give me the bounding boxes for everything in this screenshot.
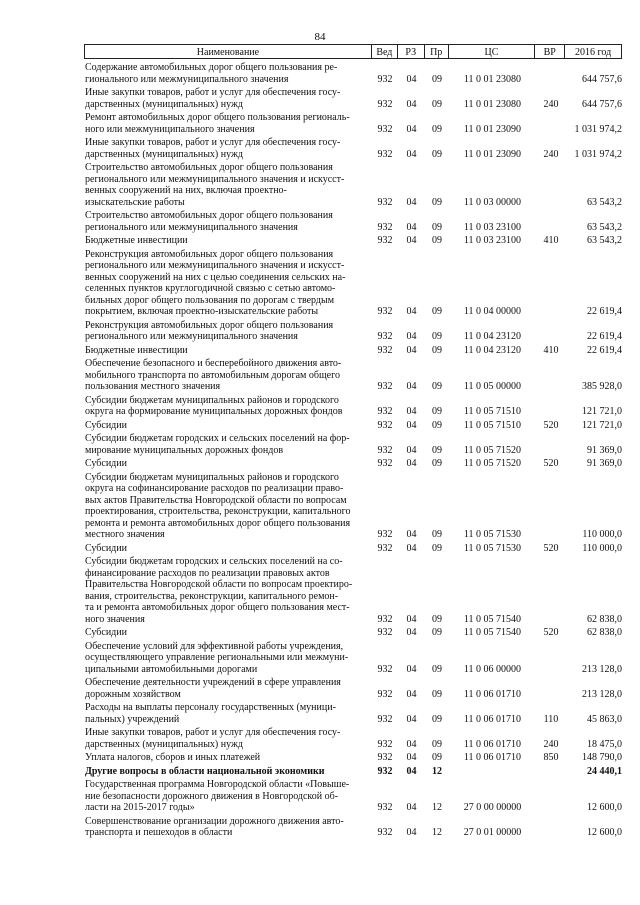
cell-name	[84, 727, 372, 750]
cell-name	[84, 358, 372, 393]
cell-rz: 04	[406, 98, 417, 110]
table-row	[84, 472, 622, 541]
cell-vr: 240	[543, 98, 559, 110]
cell-cs: 11 0 05 71510	[463, 406, 522, 417]
cell-pr: 09	[432, 627, 442, 638]
cell-cs: 11 0 05 00000	[463, 381, 522, 392]
table-row	[84, 62, 622, 85]
cell-cs: 27 0 00 00000	[463, 802, 522, 813]
cell-name	[84, 779, 372, 814]
cell-rz: 04	[406, 306, 417, 317]
name-line: Строительство автомобильных дорог общего пользования	[85, 210, 333, 221]
name-line: ного или межмуниципального значения	[85, 123, 255, 135]
cell-rz: 04	[406, 419, 417, 431]
name-line: Субсидии	[85, 458, 127, 469]
name-line: Реконструкция автомобильных дорог общего пользования	[85, 248, 334, 260]
name-line: регионального или межмуниципального значения	[85, 331, 298, 342]
cell-name	[84, 112, 372, 135]
cell-cs: 11 0 03 00000	[463, 196, 522, 208]
table-row	[84, 556, 622, 625]
name-line: Уплата налогов, сборов и иных платежей	[85, 752, 261, 763]
table-row	[84, 816, 622, 839]
cell-sum: 91 369,0	[587, 458, 622, 469]
cell-pr: 09	[432, 752, 442, 763]
cell-cs: 11 0 01 23080	[463, 98, 522, 110]
cell-ved: 932	[377, 344, 393, 356]
name-line: ласти на 2015-2017 годы»	[85, 802, 195, 813]
name-line: Субсидии	[85, 419, 127, 431]
cell-sum: 12 600,0	[587, 827, 622, 838]
cell-cs: 11 0 05 71540	[463, 627, 522, 638]
cell-name	[84, 210, 372, 233]
cell-cs: 11 0 04 23120	[463, 331, 522, 342]
table-row	[84, 137, 622, 160]
header-sum: 2016 год	[575, 47, 612, 58]
name-line: дарственных (муниципальных) нужд	[85, 148, 243, 160]
cell-vr: 110	[543, 713, 559, 725]
cell-rz: 04	[406, 688, 417, 700]
cell-cs: 11 0 05 71520	[463, 458, 522, 469]
cell-ved: 932	[377, 148, 393, 160]
cell-rz: 04	[406, 529, 417, 540]
cell-pr: 09	[432, 123, 442, 135]
name-line: Бюджетные инвестиции	[85, 235, 188, 246]
name-line: Субсидии бюджетам муниципальных районов и городского	[85, 394, 339, 406]
table-row	[84, 543, 622, 555]
name-line: мирование муниципальных дорожных фондов	[85, 444, 284, 456]
header-name: Наименование	[85, 45, 372, 58]
cell-ved: 932	[377, 381, 393, 392]
cell-ved: 932	[377, 663, 393, 675]
cell-name	[84, 556, 372, 625]
name-line: дарственных (муниципальных) нужд	[85, 738, 243, 750]
name-line: Другие вопросы в области национальной экономики	[85, 765, 325, 777]
cell-sum: 213 128,0	[582, 688, 622, 700]
cell-name	[84, 627, 372, 639]
cell-pr: 09	[432, 738, 442, 750]
cell-sum: 121 721,0	[582, 406, 622, 417]
header-cs: ЦС	[449, 45, 536, 58]
page-number: 84	[314, 31, 326, 43]
header-rz: РЗ	[398, 45, 425, 58]
name-line: Государственная программа Новгородской области «Повыше-	[85, 779, 350, 790]
cell-ved: 932	[377, 235, 393, 246]
name-line: Совершенствование организации дорожного движения авто-	[85, 815, 344, 827]
name-line: Реконструкция автомобильных дорог общего пользования	[85, 319, 334, 331]
cell-rz: 04	[406, 738, 417, 750]
cell-pr: 09	[432, 148, 442, 160]
name-line: бильных дорог общего пользования по дорогам с твердым	[85, 294, 335, 306]
cell-sum: 18 475,0	[587, 738, 622, 750]
cell-sum: 1 031 974,2	[574, 148, 622, 160]
cell-rz: 04	[406, 663, 417, 675]
cell-name	[84, 816, 372, 839]
name-line: местного значения	[85, 529, 165, 540]
cell-rz: 04	[406, 235, 417, 246]
cell-vr: 850	[543, 752, 559, 763]
name-line: проектирования, строительства, реконструкции, капитального	[85, 506, 351, 517]
cell-ved: 932	[377, 419, 393, 431]
name-line: та и ремонта автомобильных дорог общего пользования мест-	[85, 602, 350, 613]
cell-pr: 12	[432, 802, 442, 813]
cell-name	[84, 395, 372, 418]
name-line: Содержание автомобильных дорог общего пользования ре-	[85, 62, 338, 73]
cell-rz: 04	[406, 713, 417, 725]
cell-name	[84, 87, 372, 110]
cell-cs: 11 0 06 01710	[463, 752, 522, 763]
cell-vr: 520	[543, 419, 559, 431]
table-body	[84, 62, 622, 839]
name-line: вания, строительства, реконструкции, капитального ремон-	[85, 590, 339, 602]
cell-sum: 12 600,0	[587, 802, 622, 813]
cell-name	[84, 320, 372, 343]
cell-ved: 932	[377, 123, 393, 135]
cell-ved: 932	[377, 738, 393, 750]
name-line: округа на формирование муниципальных дорожных фондов	[85, 406, 343, 417]
cell-ved: 932	[377, 802, 393, 813]
cell-ved: 932	[377, 98, 393, 110]
cell-rz: 04	[406, 827, 417, 838]
cell-rz: 04	[406, 406, 417, 417]
name-line: вых актов Правительства Новгородской области по вопросам	[85, 494, 347, 506]
name-line: дарственных (муниципальных) нужд	[85, 98, 243, 110]
name-line: пальных) учреждений	[85, 713, 180, 725]
cell-ved: 932	[377, 306, 393, 317]
cell-pr: 09	[432, 306, 442, 317]
cell-ved: 932	[377, 827, 393, 838]
cell-rz: 04	[406, 444, 417, 456]
cell-rz: 04	[406, 542, 417, 554]
name-line: изыскательские работы	[85, 196, 185, 208]
cell-rz: 04	[406, 613, 417, 625]
cell-ved: 932	[377, 196, 393, 208]
cell-name	[84, 62, 372, 85]
cell-cs: 11 0 01 23080	[463, 73, 522, 85]
cell-pr: 09	[432, 196, 442, 208]
table-row	[84, 727, 622, 750]
cell-cs: 11 0 01 23090	[463, 148, 522, 160]
cell-vr: 520	[543, 542, 559, 554]
name-line: Субсидии бюджетам муниципальных районов и городского	[85, 471, 339, 483]
cell-cs: 27 0 01 00000	[463, 827, 522, 838]
table-row	[84, 752, 622, 764]
cell-sum: 62 838,0	[587, 627, 622, 638]
name-line: венных сооружений на них, включая проектно-	[85, 185, 287, 196]
name-line: финансирование расходов по реализации правовых актов	[85, 567, 330, 579]
table-row	[84, 162, 622, 208]
cell-ved: 932	[377, 406, 393, 417]
cell-cs: 11 0 05 71540	[463, 613, 522, 625]
name-line: Бюджетные инвестиции	[85, 344, 188, 356]
table-row	[84, 249, 622, 318]
cell-name	[84, 543, 372, 555]
cell-cs: 11 0 05 71520	[463, 444, 522, 456]
cell-name	[84, 458, 372, 470]
cell-sum: 385 928,0	[582, 381, 622, 392]
cell-ved: 932	[377, 331, 393, 342]
cell-sum: 110 000,0	[582, 529, 622, 540]
table-row	[84, 779, 622, 814]
cell-pr: 09	[432, 444, 442, 456]
cell-sum: 644 757,6	[582, 98, 622, 110]
name-line: ремонта и ремонта автомобильных дорог общего пользования	[85, 517, 351, 529]
table-row	[84, 433, 622, 456]
cell-name	[84, 677, 372, 700]
cell-sum: 62 838,0	[587, 613, 622, 625]
cell-vr: 410	[543, 344, 559, 356]
cell-rz: 04	[406, 765, 417, 777]
cell-cs: 11 0 05 71510	[463, 419, 522, 431]
cell-cs: 11 0 01 23090	[463, 123, 522, 135]
cell-ved: 932	[377, 542, 393, 554]
cell-rz: 04	[406, 458, 417, 469]
cell-sum: 22 619,4	[587, 306, 622, 317]
cell-rz: 04	[406, 752, 417, 763]
name-line: регионального или межмуниципального значения и искусст-	[85, 260, 345, 271]
name-line: округа на софинансирование расходов по реализации право-	[85, 483, 344, 494]
cell-rz: 04	[406, 802, 417, 813]
header-vr: ВР	[535, 45, 565, 58]
table-row	[84, 210, 622, 233]
name-line: Обеспечение безопасного и бесперебойного движения авто-	[85, 358, 342, 369]
cell-pr: 09	[432, 713, 442, 725]
cell-sum: 644 757,6	[582, 73, 622, 85]
cell-ved: 932	[377, 529, 393, 540]
name-line: регионального или межмуниципального значения	[85, 221, 298, 233]
name-line: Иные закупки товаров, работ и услуг для обеспечения госу-	[85, 87, 341, 98]
cell-pr: 09	[432, 529, 442, 540]
cell-cs: 11 0 03 23100	[463, 235, 522, 246]
cell-rz: 04	[406, 148, 417, 160]
cell-name	[84, 235, 372, 247]
cell-name	[84, 766, 372, 778]
cell-rz: 04	[406, 627, 417, 638]
cell-ved: 932	[377, 627, 393, 638]
cell-sum: 110 000,0	[582, 542, 622, 554]
name-line: Иные закупки товаров, работ и услуг для обеспечения госу-	[85, 727, 341, 738]
name-line: Ремонт автомобильных дорог общего пользования региональ-	[85, 112, 350, 123]
name-line: Обеспечение деятельности учреждений в сфере управления	[85, 677, 341, 688]
cell-pr: 12	[432, 765, 442, 777]
cell-cs: 11 0 06 01710	[463, 688, 522, 700]
cell-pr: 09	[432, 73, 442, 85]
cell-sum: 121 721,0	[582, 419, 622, 431]
name-line: пользования местного значения	[85, 381, 221, 392]
name-line: Иные закупки товаров, работ и услуг для обеспечения госу-	[85, 137, 341, 148]
cell-ved: 932	[377, 458, 393, 469]
table-row	[84, 766, 622, 778]
cell-cs: 11 0 06 01710	[463, 738, 522, 750]
table-row	[84, 677, 622, 700]
name-line: покрытием, включая проектно-изыскательские работы	[85, 306, 319, 317]
cell-vr: 410	[543, 235, 559, 246]
cell-rz: 04	[406, 344, 417, 356]
name-line: ние безопасности дорожного движения в Новгородской об-	[85, 790, 339, 802]
cell-pr: 09	[432, 331, 442, 342]
table-row	[84, 641, 622, 676]
cell-name	[84, 752, 372, 764]
cell-rz: 04	[406, 221, 417, 233]
cell-cs: 11 0 06 00000	[463, 663, 522, 675]
cell-ved: 932	[377, 752, 393, 763]
cell-ved: 932	[377, 73, 393, 85]
name-line: ного значения	[85, 613, 145, 625]
cell-ved: 932	[377, 613, 393, 625]
cell-sum: 45 863,0	[587, 713, 622, 725]
cell-vr: 240	[543, 148, 559, 160]
table-row	[84, 345, 622, 357]
cell-ved: 932	[377, 688, 393, 700]
cell-sum: 91 369,0	[587, 444, 622, 456]
cell-sum: 63 543,2	[587, 221, 622, 233]
cell-sum: 63 543,2	[587, 235, 622, 246]
name-line: гионального или межмуниципального значения	[85, 73, 289, 85]
name-line: Субсидии бюджетам городских и сельских поселений на со-	[85, 556, 343, 567]
cell-cs: 11 0 04 23120	[463, 344, 522, 356]
name-line: Расходы на выплаты персоналу государственных (муници-	[85, 702, 336, 713]
table-row	[84, 112, 622, 135]
name-line: Субсидии	[85, 542, 127, 554]
cell-vr: 520	[543, 627, 559, 638]
cell-ved: 932	[377, 221, 393, 233]
cell-cs: 11 0 05 71530	[463, 529, 522, 540]
table-row	[84, 420, 622, 432]
name-line: селенных пунктов круглогодичной связью с сетью автомо-	[85, 283, 336, 294]
name-line: Субсидии бюджетам городских и сельских поселений на фор-	[85, 433, 350, 444]
cell-pr: 09	[432, 542, 442, 554]
name-line: транспорта и пешеходов в области	[85, 827, 233, 838]
table-row	[84, 458, 622, 470]
name-line: ципальными автомобильными дорогами	[85, 663, 258, 675]
cell-pr: 09	[432, 419, 442, 431]
cell-rz: 04	[406, 331, 417, 342]
cell-pr: 09	[432, 98, 442, 110]
cell-pr: 09	[432, 344, 442, 356]
cell-sum: 63 543,2	[587, 196, 622, 208]
table-row	[84, 235, 622, 247]
table-header	[84, 44, 622, 59]
name-line: осуществляющего управление региональными или межмуни-	[85, 652, 349, 663]
cell-sum: 148 790,0	[582, 752, 622, 763]
cell-name	[84, 702, 372, 725]
cell-cs: 11 0 03 23100	[463, 221, 522, 233]
cell-name	[84, 162, 372, 208]
name-line: Правительства Новгородской области по вопросам проектиро-	[85, 579, 353, 590]
cell-ved: 932	[377, 765, 393, 777]
cell-ved: 932	[377, 713, 393, 725]
cell-pr: 09	[432, 663, 442, 675]
name-line: Субсидии	[85, 627, 127, 638]
cell-pr: 09	[432, 406, 442, 417]
cell-rz: 04	[406, 73, 417, 85]
table-row	[84, 87, 622, 110]
cell-cs: 11 0 04 00000	[463, 306, 522, 317]
name-line: Обеспечение условий для эффективной работы учреждения,	[85, 640, 344, 652]
cell-rz: 04	[406, 123, 417, 135]
cell-sum: 1 031 974,2	[574, 123, 622, 135]
table-row	[84, 702, 622, 725]
cell-cs: 11 0 05 71530	[463, 542, 522, 554]
cell-rz: 04	[406, 381, 417, 392]
table-row	[84, 395, 622, 418]
cell-sum: 24 440,1	[587, 765, 622, 777]
name-line: мобильного транспорта по автомобильным дорогам общего	[85, 369, 340, 381]
cell-pr: 09	[432, 221, 442, 233]
cell-name	[84, 472, 372, 541]
cell-vr: 520	[543, 458, 559, 469]
cell-name	[84, 420, 372, 432]
cell-pr: 09	[432, 458, 442, 469]
cell-name	[84, 249, 372, 318]
cell-pr: 09	[432, 235, 442, 246]
cell-name	[84, 433, 372, 456]
budget-table	[84, 44, 622, 839]
name-line: дорожным хозяйством	[85, 688, 181, 700]
name-line: венных сооружений на них с целью соединения сельских на-	[85, 271, 346, 283]
name-line: Строительство автомобильных дорог общего пользования	[85, 162, 333, 173]
cell-pr: 09	[432, 613, 442, 625]
name-line: регионального или межмуниципального значения и искусст-	[85, 173, 345, 185]
cell-pr: 12	[432, 827, 442, 838]
cell-pr: 09	[432, 688, 442, 700]
cell-cs: 11 0 06 01710	[463, 713, 522, 725]
cell-name	[84, 345, 372, 357]
cell-name	[84, 137, 372, 160]
cell-sum: 22 619,4	[587, 331, 622, 342]
table-row	[84, 358, 622, 393]
cell-sum: 22 619,4	[587, 344, 622, 356]
cell-ved: 932	[377, 444, 393, 456]
table-row	[84, 320, 622, 343]
cell-rz: 04	[406, 196, 417, 208]
cell-name	[84, 641, 372, 676]
table-row	[84, 627, 622, 639]
header-pr: Пр	[425, 45, 449, 58]
cell-pr: 09	[432, 381, 442, 392]
cell-sum: 213 128,0	[582, 663, 622, 675]
header-ved: Вед	[372, 45, 398, 58]
cell-vr: 240	[543, 738, 559, 750]
